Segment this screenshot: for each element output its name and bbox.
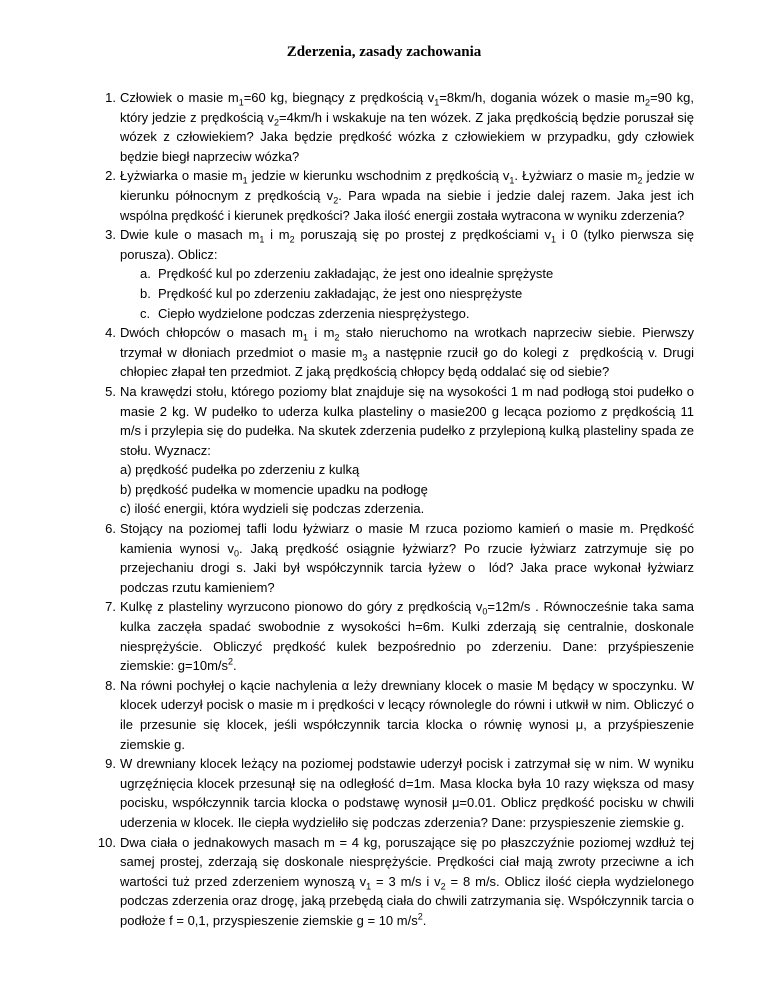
problem-text: Na równi pochyłej o kącie nachylenia α leży drewniany klocek o masie M będący w spoczynku. W klocek uderzył pocisk o masie m i prędkości v lecący równolegle do równi i utkwił w nim. Obliczyć o ile przesunie się klocek, jeśli współczynnik tarcia klocka o równię wynosi μ, a przyśpieszenie ziemskie g.: [120, 677, 694, 752]
problem-item: [92, 597, 694, 675]
sub-item: [92, 304, 694, 324]
sub-item: [92, 284, 694, 304]
answer-part: a) prędkość pudełka po zderzeniu z kulką: [120, 462, 360, 478]
problem-text: Dwie kule o masach $m_1$ i $m_2$ poruszają się po prostej z prędkościami $v_1$ i 0 (tylko pierwsza się porusza). Oblicz:: [120, 227, 694, 262]
sub-item-text: Prędkość kul po zderzeniu zakładając, że jest ono niesprężyste: [158, 285, 523, 301]
problem-item: [92, 88, 694, 166]
problem-number: 2.: [105, 168, 116, 184]
problem-item: [92, 519, 694, 597]
problem-item: [92, 166, 694, 225]
sub-item-letter: a.: [140, 266, 151, 282]
problem-text: W drewniany klocek leżący na poziomej podstawie uderzył pocisk i zatrzymał się w nim. W wyniku ugrzęźnięcia klocek przesunął się na odległość d=1m. Masa klocka była 10 razy większa od masy pocisku, współczynnik tarcia klocka o podstawę wynosił μ=0.01. Oblicz prędkość pocisku w chwili uderzenia w klocek. Ile ciepła wydzieliło się podczas zderzenia? Dane: przyspieszenie ziemskie g.: [120, 756, 694, 830]
problem-number: 5.: [105, 383, 116, 399]
problem-item: [92, 225, 694, 264]
problem-text: Na krawędzi stołu, którego poziomy blat znajduje się na wysokości 1 m nad podłogą stoi pudełko o masie 2 kg. W pudełko to uderza kulka plasteliny o masie200 g lecąca poziomo z prędkością 11 m/s i przylepia się do pudełka. Na skutek zderzenia pudełko z przylepioną kulką plasteliny spada ze stołu. Wyznacz:: [120, 383, 694, 458]
problem-text: Kulkę z plasteliny wyrzucono pionowo do góry z prędkością $v_0=12m/s$ . Równocześnie taka sama kulka zaczęła spadać swobodnie z wysokości h=6m. Kulki zderzają się centralnie, doskonale niesprężyście. Obliczyć prędkość kulek bezpośrednio po zderzeniu. Dane: przyśpieszenie ziemskie: $g=10m/s^2$.: [120, 599, 694, 674]
problem-text: Człowiek o masie $m_1=60$ kg, biegnący z prędkością $v_1=8km/h$, dogania wózek o masie $m_2=90$ kg, który jedzie z prędkością $v_2=4km/h$ i wskakuje na ten wózek. Z jaka prędkością będzie poruszał się wózek z człowiekiem? Jaka będzie prędkość wózka z człowiekiem w przypadku, gdy człowiek będzie biegł naprzeciw wózka?: [120, 90, 694, 164]
problem-item: [92, 382, 694, 460]
problem-item: [92, 833, 694, 931]
sub-item-letter: c.: [140, 305, 151, 321]
problem-text: Dwóch chłopców o masach $m_1$ i $m_2$ stało nieruchomo na wrotkach naprzeciw siebie. Pierwszy trzymał w dłoniach przedmiot o masie $m_3$ a następnie rzucił go do kolegi z prędkością v. Drugi chłopiec złapał ten przedmiot. Z jaką prędkością chłopcy będą oddalać się od siebie?: [120, 325, 694, 380]
problem-number: 6.: [105, 521, 116, 537]
problem-item: [92, 754, 694, 832]
problem-item: [92, 323, 694, 382]
problem-number: 3.: [105, 227, 116, 243]
problem-number: 4.: [105, 325, 116, 341]
problem-number: 7.: [105, 599, 116, 615]
problem-number: 9.: [105, 756, 116, 772]
problem-text: Stojący na poziomej tafli lodu łyżwiarz o masie M rzuca poziomo kamień o masie m. Prędkość kamienia wynosi $v_0$. Jaką prędkość osiągnie łyżwiarz? Po rzucie łyżwiarz zatrzymuje się po przejechaniu drogi s. Jaki był współczynnik tarcia łyżew o lód? Jaka prace wykonał łyżwiarz podczas rzutu kamieniem?: [120, 521, 694, 595]
sub-item: [92, 264, 694, 284]
sub-item-text: Prędkość kul po zderzeniu zakładając, że jest ono idealnie sprężyste: [158, 266, 554, 282]
sub-item-letter: b.: [140, 285, 151, 301]
problem-text: Dwa ciała o jednakowych masach m = 4 kg, poruszające się po płaszczyźnie poziomej wzdłuż tej samej prostej, zderzają się doskonale niesprężyście. Prędkości ciał mają zwroty przeciwne a ich wartości tuż przed zderzeniem wynoszą $v_1 = 3$ m/s i $v_2 = 8$ m/s. Oblicz ilość ciepła wydzielonego podczas zderzenia oraz drogę, jaką przebędą ciała do chwili zatrzymania się. Współczynnik tarcia o podłoże f = 0,1, przyspieszenie ziemskie g = 10 $m/s^2$.: [120, 834, 694, 928]
sub-item-text: Ciepło wydzielone podczas zderzenia niesprężystego.: [158, 305, 470, 321]
problem-number: 10.: [97, 834, 116, 850]
answer-part: b) prędkość pudełka w momencie upadku na podłogę: [120, 481, 428, 497]
problem-text: Łyżwiarka o masie $m_1$ jedzie w kierunku wschodnim z prędkością $v_1$. Łyżwiarz o masie $m_2$ jedzie w kierunku północnym z prędkością $v_2$. Para wpada na siebie i jedzie dalej razem. Jaka jest ich wspólna prędkość i kierunek prędkości? Jaka ilość energii została wytracona w wyniku zderzenia?: [120, 168, 694, 223]
problem-number: 8.: [105, 677, 116, 693]
problem-list: [92, 88, 694, 931]
problem-number: 1.: [105, 90, 116, 105]
answer-part: c) ilość energii, która wydzieli się podczas zderzenia.: [120, 501, 425, 517]
problem-item: [92, 676, 694, 754]
page-title: Zderzenia, zasady zachowania: [286, 44, 482, 60]
